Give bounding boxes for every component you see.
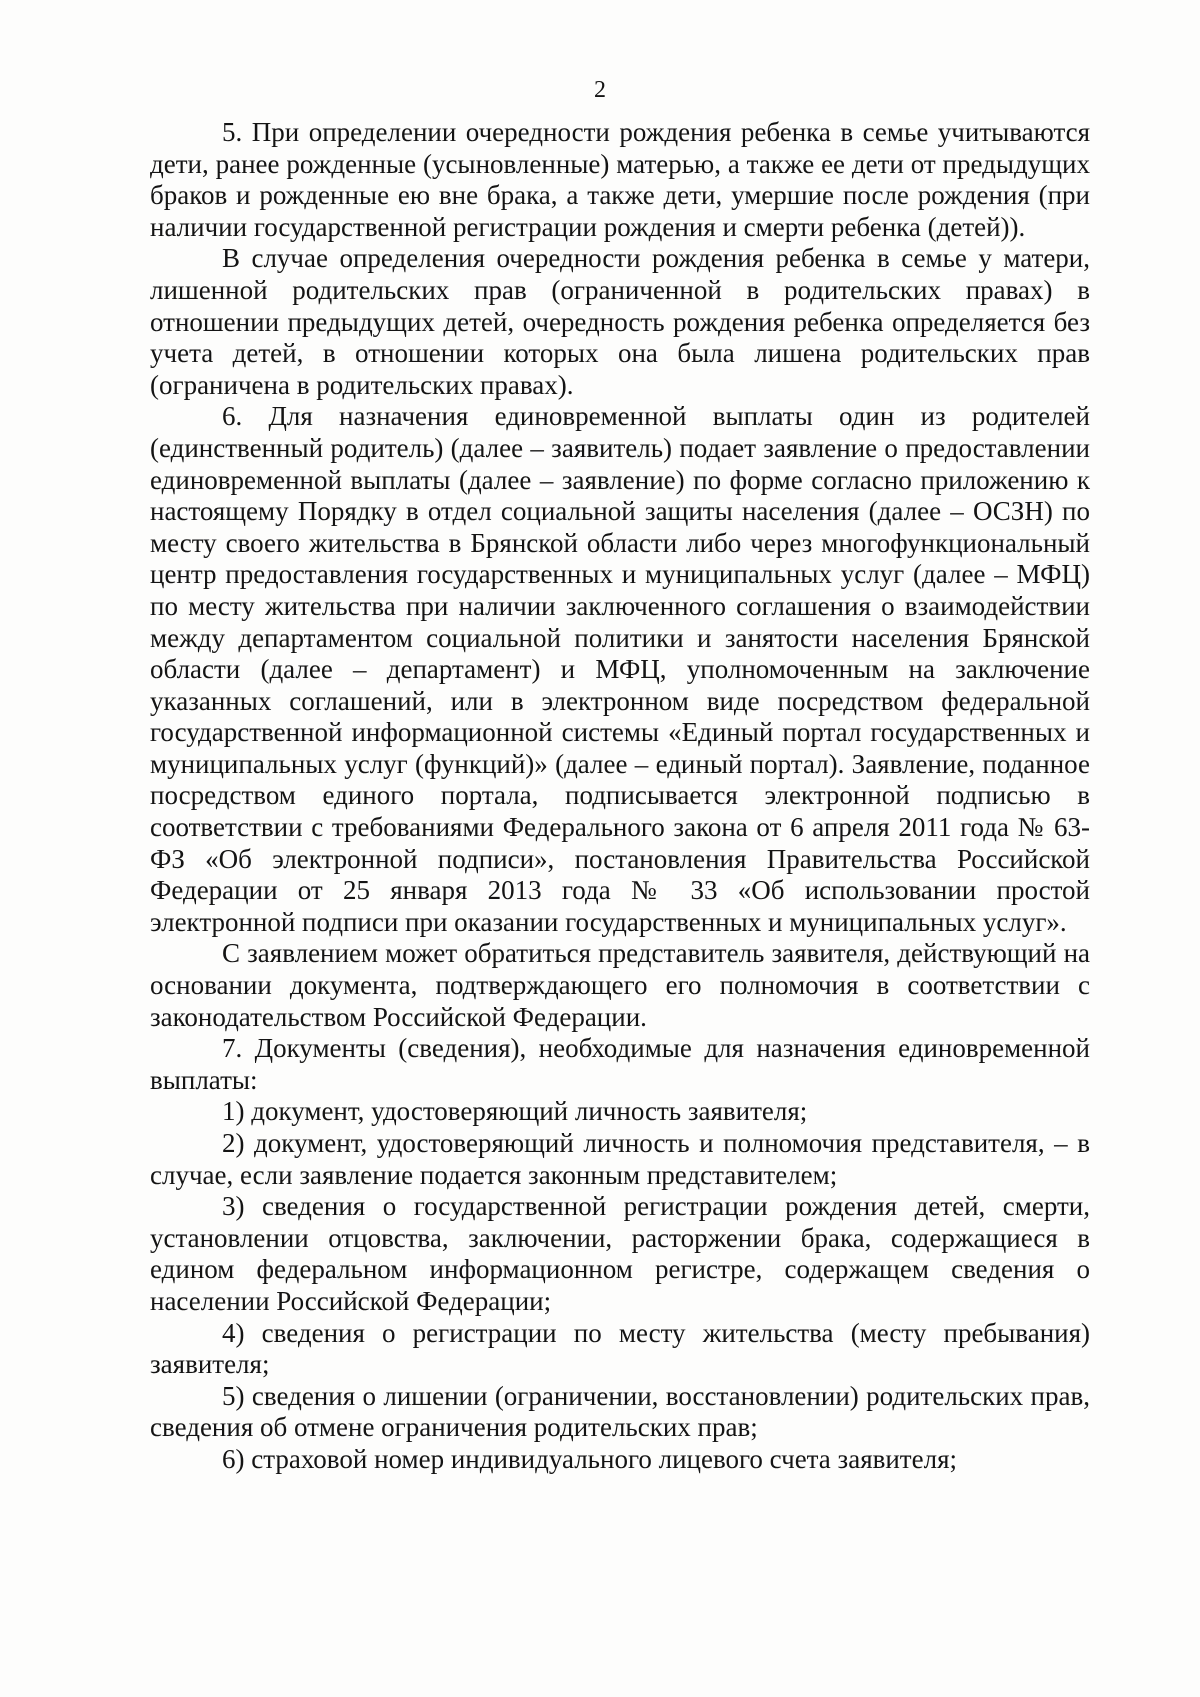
list-item-4: 4) сведения о регистрации по месту жительства (месту пребывания) заявителя; (150, 1317, 1090, 1380)
list-item-6: 6) страховой номер индивидуального лицевого счета заявителя; (222, 1443, 957, 1474)
list-item-3: 3) сведения о государственной регистрации рождения детей, смерти, установлении отцовства, заключении, расторжении брака, содержащиеся в едином федеральном информационном регистре, содержащем сведения о населении Российской Федерации; (150, 1191, 1090, 1316)
paragraph-item-5-continuation: В случае определения очередности рождения ребенка в семье у матери, лишенной родительских прав (ограниченной в родительских правах) в отношении предыдущих детей, очередность рождения ребенка определяется без учета детей, в отношении которых она была лишена родительских прав (ограничена в родительских правах). (150, 243, 1090, 400)
paragraph-item-7: 7. Документы (сведения), необходимые для назначения единовременной выплаты: (150, 1033, 1090, 1095)
page-number: 2 (594, 77, 606, 103)
paragraph-item-6: 6. Для назначения единовременной выплаты один из родителей (единственный родитель) (далее – заявитель) подает заявление о предоставлении единовременной выплаты (далее – заявление) по форме согласно приложению к настоящему Порядку в отдел социальной защиты населения (далее – ОСЗН) по месту своего жительства в Брянской области либо через многофункциональный центр предоставления государственных и муниципальных услуг (далее – МФЦ) по месту жительства при наличии заключенного соглашения о взаимодействии между департаментом социальной политики и занятости населения Брянской области (далее – департамент) и МФЦ, уполномоченным на заключение указанных соглашений, или в электронном виде посредством федеральной государственной информационной системы «Единый портал государственных и муниципальных услуг (функций)» (далее – единый портал). Заявление, поданное посредством единого портала, подписывается электронной подписью в соответствии с требованиями Федерального закона от 6 апреля 2011 года № 63-ФЗ «Об электронной подписи», постановления Правительства Российской Федерации от 25 января 2013 года № 33 «Об использовании простой электронной подписи при оказании государственных и муниципальных услуг». (150, 401, 1090, 937)
document-body (150, 117, 1090, 1476)
list-item-5: 5) сведения о лишении (ограничении, восстановлении) родительских прав, сведения об отмене ограничения родительских прав; (150, 1380, 1090, 1443)
paragraph-item-5: 5. При определении очередности рождения ребенка в семье учитываются дети, ранее рожденные (усыновленные) матерью, а также ее дети от предыдущих браков и рожденные ею вне брака, а также дети, умершие после рождения (при наличии государственной регистрации рождения и смерти ребенка (детей)). (150, 117, 1090, 242)
list-item-1: 1) документ, удостоверяющий личность заявителя; (222, 1096, 808, 1127)
list-item-2: 2) документ, удостоверяющий личность и полномочия представителя, – в случае, если заявление подается законным представителем; (150, 1128, 1090, 1190)
paragraph-item-6-representative: С заявлением может обратиться представитель заявителя, действующий на основании документа, подтверждающего его полномочия в соответствии с законодательством Российской Федерации. (150, 938, 1090, 1032)
